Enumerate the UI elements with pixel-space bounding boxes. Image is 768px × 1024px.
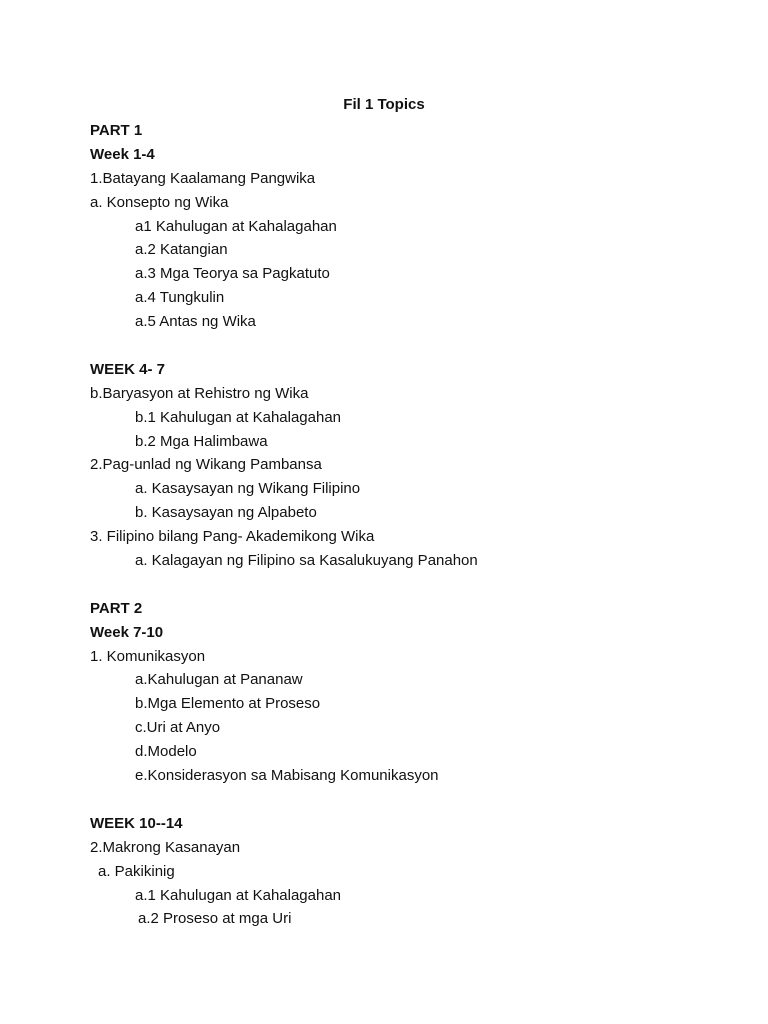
spacer — [90, 334, 730, 358]
subtopic-item: c.Uri at Anyo — [135, 719, 221, 737]
subtopic-item: a.3 Mga Teorya sa Pagkatuto — [135, 265, 330, 283]
part-1-heading: PART 1 — [90, 122, 143, 139]
spacer — [90, 788, 730, 812]
document-body — [90, 119, 730, 931]
subtopic-item: a.4 Tungkulin — [135, 289, 225, 307]
subtopic-item: b.2 Mga Halimbawa — [135, 432, 268, 450]
subtopic-item: e.Konsiderasyon sa Mabisang Komunikasyon — [135, 767, 439, 785]
subtopic-item: b. Kasaysayan ng Alpabeto — [135, 504, 317, 522]
week-1-4-heading: Week 1-4 — [90, 145, 155, 163]
subtopic-item: a.2 Katangian — [135, 241, 228, 259]
week-4-7-heading: WEEK 4- 7 — [90, 360, 166, 378]
week-10-14-heading: WEEK 10--14 — [90, 814, 183, 832]
topic-komunikasyon: 1. Komunikasyon — [90, 647, 206, 665]
subtopic-item: d.Modelo — [135, 743, 197, 761]
subtopic-item: b.Mga Elemento at Proseso — [135, 695, 321, 713]
subtopic-item: a1 Kahulugan at Kahalagahan — [135, 217, 337, 235]
topic-konsepto-ng-wika: a. Konsepto ng Wika — [90, 193, 229, 211]
topic-makrong-kasanayan: 2.Makrong Kasanayan — [90, 838, 241, 856]
topic-pag-unlad: 2.Pag-unlad ng Wikang Pambansa — [90, 456, 322, 474]
subtopic-item: b.1 Kahulugan at Kahalagahan — [135, 408, 342, 426]
topic-batayang-kaalaman: 1.Batayang Kaalamang Pangwika — [90, 169, 316, 187]
spacer — [90, 573, 730, 597]
subtopic-item: a. Kasaysayan ng Wikang Filipino — [135, 480, 361, 498]
subtopic-item: a.5 Antas ng Wika — [135, 313, 256, 331]
subtopic-item: a.Kahulugan at Pananaw — [135, 671, 303, 689]
subtopic-item: a.1 Kahulugan at Kahalagahan — [135, 886, 342, 904]
week-7-10-heading: Week 7-10 — [90, 623, 164, 641]
topic-baryasyon: b.Baryasyon at Rehistro ng Wika — [90, 384, 309, 402]
subtopic-item: a.2 Proseso at mga Uri — [138, 910, 292, 928]
part-2-heading: PART 2 — [90, 599, 143, 617]
topic-pakikinig: a. Pakikinig — [98, 862, 175, 880]
topic-filipino-akademiko: 3. Filipino bilang Pang- Akademikong Wika — [90, 528, 375, 546]
subtopic-item: a. Kalagayan ng Filipino sa Kasalukuyang Panahon — [135, 552, 478, 570]
document-title: Fil 1 Topics — [343, 96, 425, 113]
